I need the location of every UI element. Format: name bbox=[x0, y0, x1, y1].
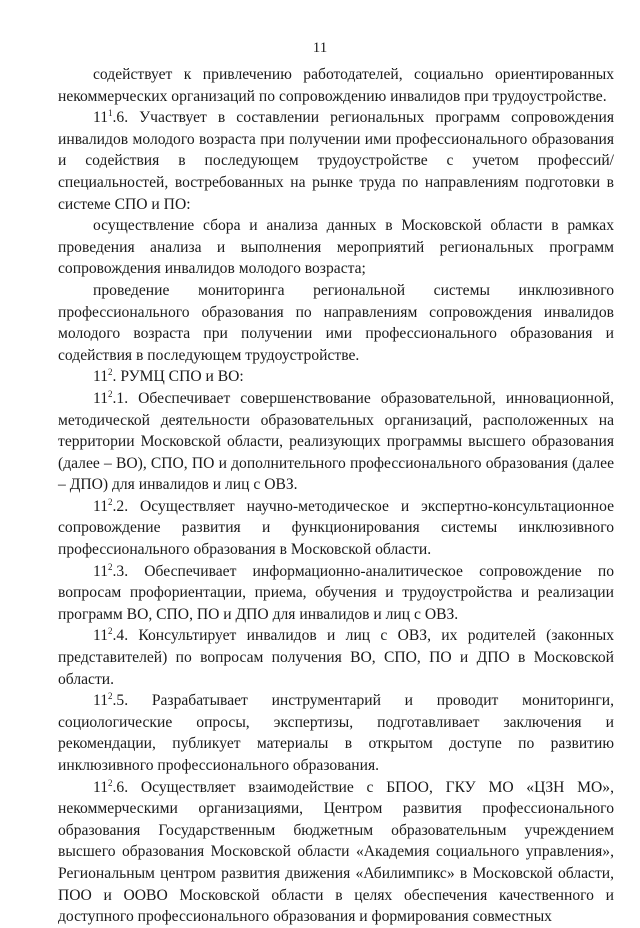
document-body bbox=[58, 64, 614, 928]
page-number: 11 bbox=[312, 40, 328, 56]
clause-superscript: 1 bbox=[108, 108, 113, 118]
clause-superscript: 2 bbox=[108, 691, 113, 702]
paragraph bbox=[58, 561, 614, 626]
paragraph-text: содействует к привлечению работодателей, социально ориентированных некоммерческих организаций по сопровождению инвалидов при трудоустройстве. bbox=[58, 66, 614, 105]
clause-number: 11 bbox=[93, 389, 109, 407]
clause-number: 11 bbox=[93, 562, 109, 580]
clause-number: 11 bbox=[93, 368, 109, 386]
clause-number: 11 bbox=[93, 109, 109, 127]
paragraph bbox=[58, 690, 614, 776]
clause-superscript: 2 bbox=[108, 777, 113, 788]
paragraph bbox=[58, 366, 614, 388]
paragraph-text: .5. Разрабатывает инструментарий и проводит мониторинги, социологические опросы, экспертизы, подготавливает заключения и рекомендации, публикует материалы в открытом доступе по развитию инклюзивного профессионального образования. bbox=[58, 692, 614, 774]
clause-superscript: 2 bbox=[108, 626, 113, 637]
paragraph-text: .6. Участвует в составлении региональных программ сопровождения инвалидов молодого возраста при получении ими профессионального образования и содействия в последующем трудоустройстве с учетом профессий/специальностей, востребованных на рынке труда по направлениям подготовки в системе СПО и ПО: bbox=[58, 109, 614, 213]
clause-number: 11 bbox=[93, 692, 109, 710]
paragraph bbox=[58, 215, 614, 280]
paragraph-text: .2. Осуществляет научно-методическое и экспертно-консультационное сопровождение развития и функционирования системы инклюзивного профессионального образования в Московской области. bbox=[58, 497, 614, 559]
paragraph-text: проведение мониторинга региональной системы инклюзивного профессионального образования по направлениям сопровождения инвалидов молодого возраста при получении ими профессионального образования и содействия в последующем трудоустройстве. bbox=[58, 281, 614, 364]
paragraph bbox=[58, 280, 614, 366]
paragraph-text: . РУМЦ СПО и ВО: bbox=[112, 368, 244, 386]
paragraph-text: .4. Консультирует инвалидов и лиц с ОВЗ, их родителей (законных представителей) по вопросам получения ВО, СПО, ПО и ДПО в Московской области. bbox=[58, 627, 614, 688]
paragraph-text: осуществление сбора и анализа данных в Московской области в рамках проведения анализа и выполнения мероприятий региональных программ сопровождения инвалидов молодого возраста; bbox=[58, 217, 614, 278]
paragraph bbox=[58, 777, 614, 928]
clause-superscript: 2 bbox=[108, 561, 113, 572]
clause-superscript: 2 bbox=[108, 388, 113, 399]
paragraph bbox=[58, 496, 614, 561]
clause-superscript: 2 bbox=[108, 367, 113, 378]
paragraph-text: .6. Осуществляет взаимодействие с БПОО, ГКУ МО «ЦЗН МО», некоммерческими организациями, Центром развития профессионального образования Государственным бюджетным образовательным учреждением высшего образования Московской области «Академия социального управления», Региональным центром развития движения «Абилимпикс» в Московской области, ПОО и ООВО Московской области в целях обеспечения качественного и доступного профессионального образования и формирования совместных bbox=[58, 778, 614, 926]
paragraph bbox=[58, 107, 614, 215]
clause-number: 11 bbox=[93, 627, 109, 645]
paragraph-text: .1. Обеспечивает совершенствование образовательной, инновационной, методической деятельности образовательных организаций, расположенных на территории Московской области, реализующих программы высшего образования (далее – ВО), СПО, ПО и дополнительного профессионального образования (далее – ДПО) для инвалидов и лиц с ОВЗ. bbox=[58, 389, 614, 494]
clause-superscript: 2 bbox=[108, 496, 113, 507]
clause-number: 11 bbox=[93, 778, 109, 796]
paragraph bbox=[58, 625, 614, 690]
clause-number: 11 bbox=[93, 497, 109, 515]
paragraph bbox=[58, 388, 614, 496]
paragraph bbox=[58, 64, 614, 107]
paragraph-text: .3. Обеспечивает информационно-аналитическое сопровождение по вопросам профориентации, приема, обучения и трудоустройства и реализации программ ВО, СПО, ПО и ДПО для инвалидов и лиц с ОВЗ. bbox=[58, 562, 614, 623]
